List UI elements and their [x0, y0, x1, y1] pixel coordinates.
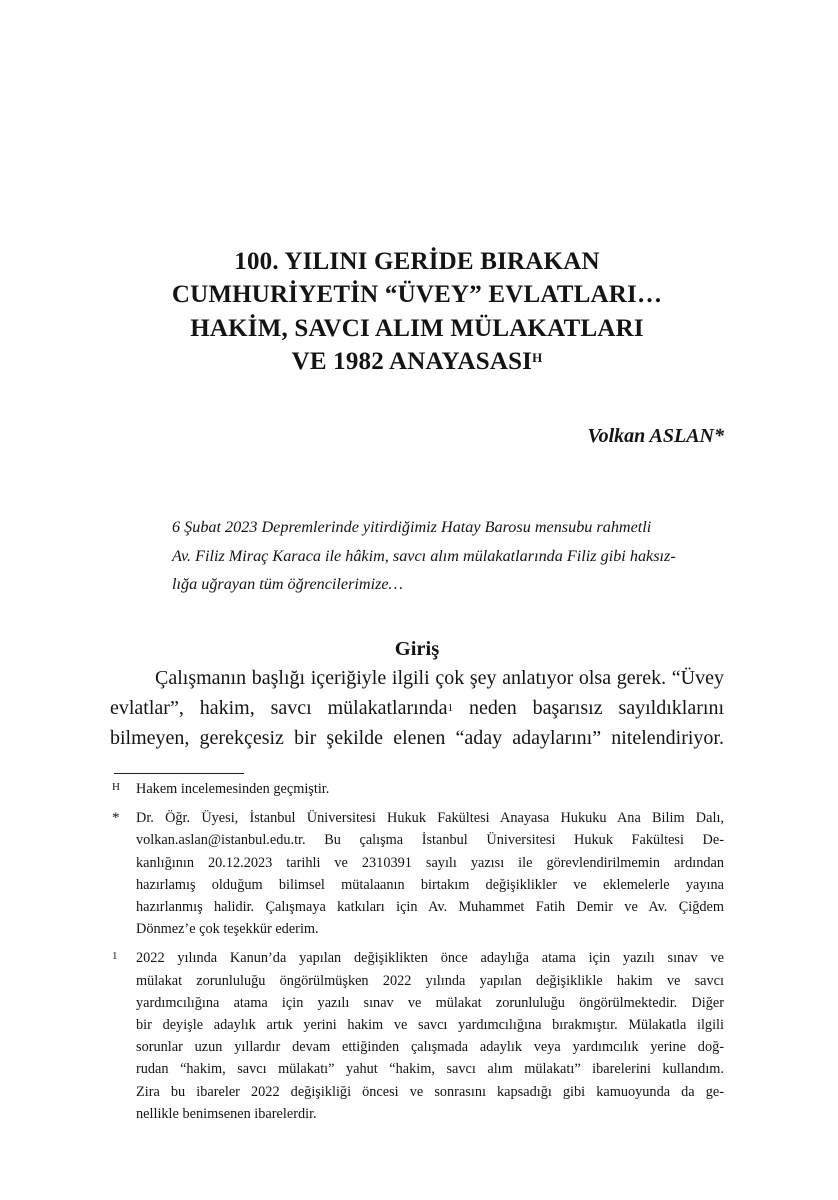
title-line: 100. YILINI GERİDE BIRAKAN [234, 247, 600, 275]
footnote-line: Dönmez’e çok teşekkür ederim. [136, 921, 319, 938]
dedication-line: Av. Filiz Miraç Karaca ile hâkim, savcı alım mülakatlarında Filiz gibi haksız- [172, 546, 676, 565]
body-line-text: neden başarısız sayıldıklarını [453, 697, 725, 719]
footnote-line: volkan.aslan@istanbul.edu.tr. Bu çalışma İstanbul Üniversitesi Hukuk Fakültesi De- [136, 832, 724, 849]
body-paragraph [110, 663, 724, 753]
title-line [110, 345, 724, 379]
document-page [110, 0, 724, 1200]
footnote-mark: 1 [112, 950, 118, 963]
footnote-author [110, 807, 724, 940]
footnote-line: hazırlanmış halidir. Çalışmaya katkıları için Av. Muhammet Fatih Demir ve Av. Çiğdem [136, 899, 724, 916]
dedication-line: 6 Şubat 2023 Depremlerinde yitirdiğimiz Hatay Barosu mensubu rahmetli [172, 518, 652, 536]
footnote-line: sorunlar uzun yıllardır devam ettiğinden çalışmada adaylık veya yardımcılık yerine doğ- [136, 1039, 724, 1056]
footnote-mark: * [112, 810, 120, 827]
footnote-mark: H [112, 781, 120, 793]
footnote-separator [114, 773, 244, 774]
title-line: HAKİM, SAVCI ALIM MÜLAKATLARI [190, 314, 644, 342]
footnote-ref-1: 1 [447, 702, 454, 714]
footnote-line: Zira bu ibareler 2022 değişikliği öncesi ve sonrasını kapsadığı gibi kamuoyunda da ge- [136, 1083, 724, 1100]
footnote-line: yardımcılığına atama için yazılı sınav ve mülakat zorunluluğu öngörülmektedir. Diğer [136, 994, 724, 1011]
footnotes [110, 778, 724, 1132]
title-line: CUMHURİYETİN “ÜVEY” EVLATLARI… [171, 281, 663, 309]
body-line: bilmeyen, gerekçesiz bir şekilde elenen “aday adaylarını” nitelendiriyor. [110, 727, 724, 749]
footnote-line: bir deyişle adaylık artık yerini hakim ve savcı yardımcılığına bırakmıştır. Mülakatla ilgili [136, 1017, 724, 1034]
body-line [110, 693, 724, 723]
footnote-line: nellikle benimsenen ibarelerdir. [136, 1105, 317, 1122]
footnote-line: mülakat zorunluluğu öngörülmüşken 2022 yılında yapılan değişiklikle hakim ve savcı [136, 972, 724, 989]
footnote-line: rudan “hakim, savcı mülakatı” yahut “hakim, savcı alım mülakatı” ibarelerini kullandım. [136, 1061, 724, 1078]
section-heading: Giriş [394, 638, 440, 660]
footnote-line: Dr. Öğr. Üyesi, İstanbul Üniversitesi Hukuk Fakültesi Anayasa Hukuku Ana Bilim Dalı, [136, 810, 724, 827]
footnote-line: kanlığının 20.12.2023 tarihli ve 2310391 sayılı yazısı ile görevlendirilmemin ardından [136, 854, 724, 871]
body-line-text: evlatlar”, hakim, savcı mülakatlarında [110, 697, 448, 719]
footnote-h [110, 778, 724, 800]
body-line: Çalışmanın başlığı içeriğiyle ilgili çok şey anlatıyor olsa gerek. “Üvey [155, 667, 724, 689]
footnote-line: Hakem incelemesinden geçmiştir. [136, 781, 330, 797]
title-note-mark: H [532, 350, 543, 366]
article-title [110, 245, 724, 379]
footnote-1 [110, 947, 724, 1125]
dedication [172, 513, 724, 599]
author-name: Volkan ASLAN* [587, 425, 724, 447]
footnote-line: hazırlamış olduğum bilimsel mütalaanın birtakım değişiklikler ve eklemelerle yayına [136, 876, 724, 893]
dedication-line: lığa uğrayan tüm öğrencilerimize… [172, 575, 403, 593]
title-line-text: VE 1982 ANAYASASI [291, 348, 533, 376]
footnote-line: 2022 yılında Kanun’da yapılan değişiklikten önce adaylığa atama için yazılı sınav ve [136, 950, 724, 967]
